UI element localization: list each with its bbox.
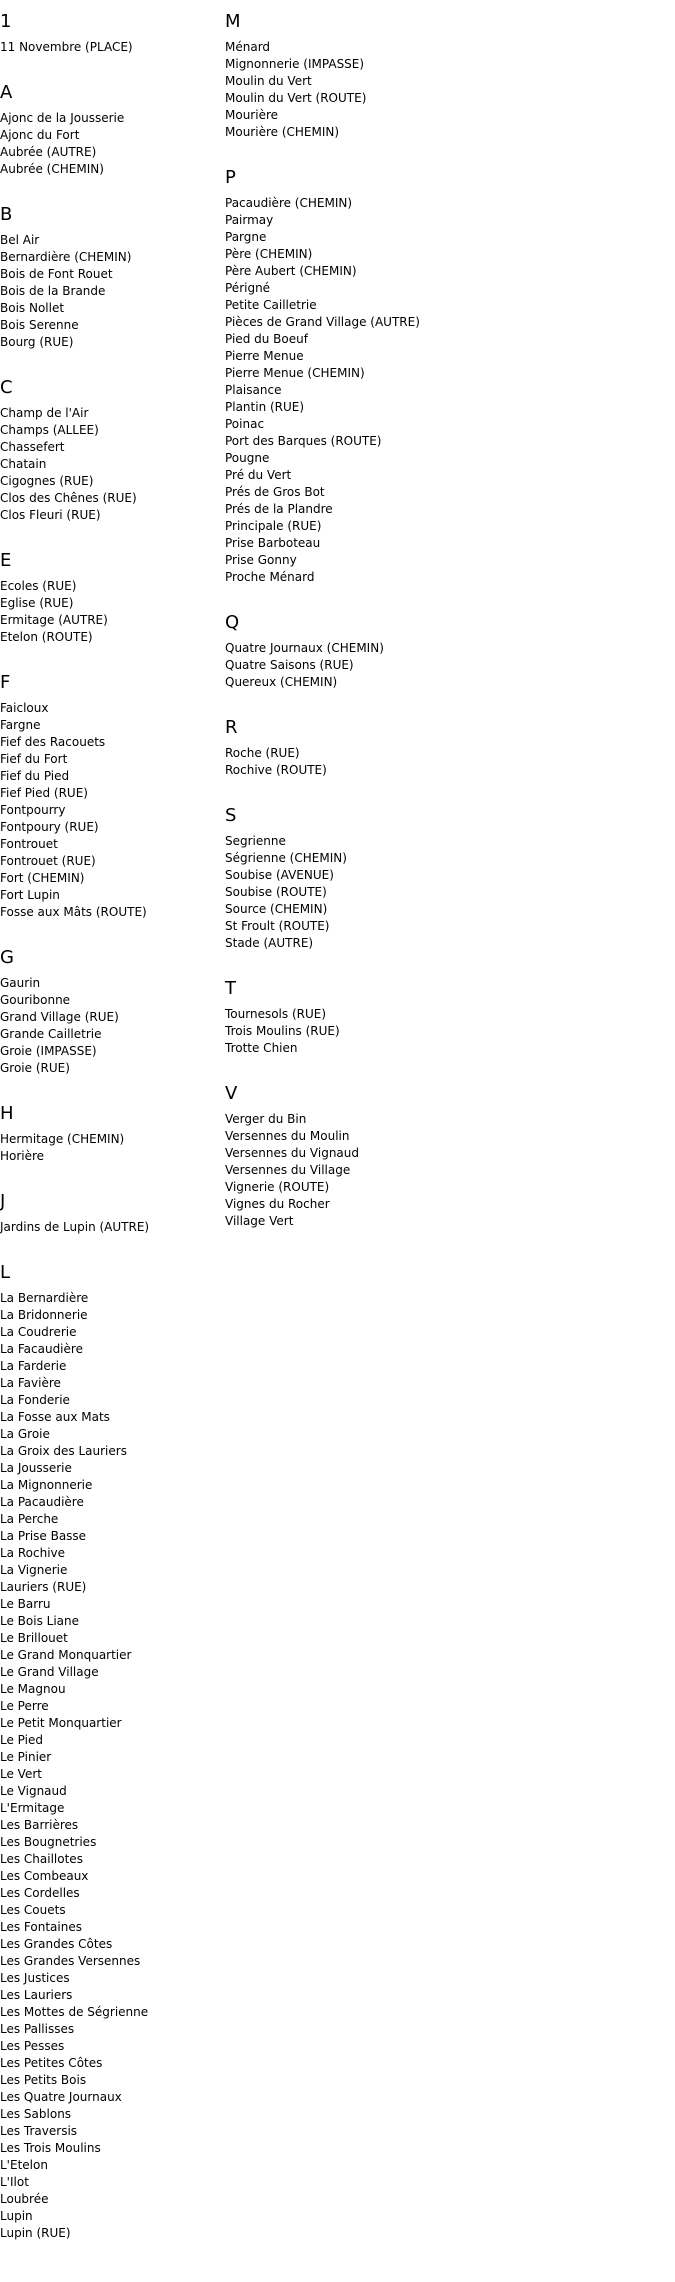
street-link[interactable]: Quatre Journaux (CHEMIN) [225,641,384,655]
letter-group-h [0,1092,220,1180]
street-link[interactable]: Stade (AUTRE) [225,936,314,950]
street-link[interactable]: La Perche [0,1512,59,1526]
street-link[interactable]: Les Cordelles [0,1886,80,1900]
street-link[interactable]: Moulin du Vert [225,74,312,88]
street-link[interactable]: Les Pesses [0,2039,65,2053]
street-link[interactable]: Le Vert [0,1767,42,1781]
street-link[interactable]: L'Ermitage [0,1801,65,1815]
street-link[interactable]: Fief du Pied [0,769,70,783]
letter-heading: M [225,11,241,32]
street-link[interactable]: Ségrienne (CHEMIN) [225,851,347,865]
street-link[interactable]: Fief des Racouets [0,735,106,749]
street-link[interactable]: Loubrée [0,2192,49,2206]
street-link[interactable]: Poinac [225,417,265,431]
street-link[interactable]: Prise Barboteau [225,536,321,550]
street-link[interactable]: La Pacaudière [0,1495,84,1509]
street-link[interactable]: Quereux (CHEMIN) [225,675,338,689]
street-link[interactable]: Les Trois Moulins [0,2141,101,2155]
street-link[interactable]: Ménard [225,40,271,54]
street-link[interactable]: Périgné [225,281,271,295]
street-link[interactable]: Fontpoury (RUE) [0,820,99,834]
street-link[interactable]: Groie (IMPASSE) [0,1044,97,1058]
street-link[interactable]: La Bernardière [0,1291,89,1305]
street-link[interactable]: Moulin du Vert (ROUTE) [225,91,367,105]
street-link[interactable]: Tournesols (RUE) [225,1007,327,1021]
street-link[interactable]: Pièces de Grand Village (AUTRE) [225,315,420,329]
street-link[interactable]: Fosse aux Mâts (ROUTE) [0,905,147,919]
street-link[interactable]: Prés de Gros Bot [225,485,325,499]
street-link[interactable]: Hermitage (CHEMIN) [0,1132,125,1146]
street-link[interactable]: Pairmay [225,213,274,227]
street-link[interactable]: Roche (RUE) [225,746,300,760]
street-link[interactable]: Chatain [0,457,47,471]
street-link[interactable]: Gouribonne [0,993,71,1007]
street-link[interactable]: Lupin (RUE) [0,2226,71,2240]
street-link[interactable]: Bois Serenne [0,318,79,332]
street-link[interactable]: Pied du Boeuf [225,332,308,346]
street-link[interactable]: Jardins de Lupin (AUTRE) [0,1220,150,1234]
street-link[interactable]: Les Sablons [0,2107,72,2121]
street-link[interactable]: Le Perre [0,1699,49,1713]
street-link[interactable]: Fontrouet [0,837,58,851]
street-index-column-left [0,0,220,2257]
street-link[interactable]: Les Petits Bois [0,2073,87,2087]
street-link[interactable]: L'Ilot [0,2175,29,2189]
letter-heading: B [0,204,13,225]
street-link[interactable]: Village Vert [225,1214,294,1228]
street-link[interactable]: Le Petit Monquartier [0,1716,122,1730]
street-link[interactable]: Le Vignaud [0,1784,67,1798]
street-link[interactable]: Segrienne [225,834,286,848]
street-link[interactable]: Soubise (ROUTE) [225,885,327,899]
street-link[interactable]: L'Etelon [0,2158,48,2172]
street-link[interactable]: Les Grandes Versennes [0,1954,141,1968]
street-link[interactable]: Pargne [225,230,267,244]
letter-heading: E [0,550,12,571]
street-list [0,405,220,539]
street-link[interactable]: Le Grand Village [0,1665,99,1679]
street-link[interactable]: Lupin [0,2209,33,2223]
letter-group-q [225,601,665,706]
street-list [0,700,220,936]
street-link[interactable]: Les Quatre Journaux [0,2090,122,2104]
street-link[interactable]: Bernardière (CHEMIN) [0,250,132,264]
letter-heading: 1 [0,11,12,32]
street-link[interactable]: Le Barru [0,1597,51,1611]
street-list [225,39,665,156]
street-link[interactable]: Les Combeaux [0,1869,89,1883]
street-link[interactable]: Les Traversis [0,2124,78,2138]
letter-group-v [225,1072,665,1245]
street-link[interactable]: Les Barrières [0,1818,79,1832]
letter-group-t [225,967,665,1072]
street-list [225,640,665,706]
street-link[interactable]: La Coudrerie [0,1325,77,1339]
letter-heading: C [0,377,13,398]
letter-heading: G [0,947,14,968]
street-link[interactable]: Clos Fleuri (RUE) [0,508,101,522]
street-link[interactable]: La Vignerie [0,1563,68,1577]
street-link[interactable]: La Rochive [0,1546,66,1560]
letter-group-p [225,156,665,601]
street-list [0,110,220,193]
letter-group-1 [0,0,220,71]
street-link[interactable]: Aubrée (CHEMIN) [0,162,104,176]
street-list [225,1006,665,1072]
letter-group-b [0,193,220,366]
street-list [0,975,220,1092]
letter-heading: H [0,1103,14,1124]
street-link[interactable]: La Facaudière [0,1342,83,1356]
letter-group-a [0,71,220,193]
letter-group-j [0,1180,220,1251]
letter-group-l [0,1251,220,2257]
letter-heading: R [225,717,238,738]
street-link[interactable]: Bois de la Brande [0,284,106,298]
street-link[interactable]: Vignes du Rocher [225,1197,330,1211]
letter-heading: S [225,805,237,826]
street-link[interactable]: Trois Moulins (RUE) [225,1024,340,1038]
street-list [0,1219,220,1251]
letter-heading: Q [225,612,240,633]
street-link[interactable]: Port des Barques (ROUTE) [225,434,382,448]
street-link[interactable]: Fief du Fort [0,752,68,766]
street-link[interactable]: Fief Pied (RUE) [0,786,88,800]
street-link[interactable]: La Mignonnerie [0,1478,93,1492]
street-link[interactable]: Fontrouet (RUE) [0,854,96,868]
letter-group-g [0,936,220,1092]
street-link[interactable]: Bel Air [0,233,40,247]
street-link[interactable]: Principale (RUE) [225,519,322,533]
street-link[interactable]: Champ de l'Air [0,406,89,420]
street-link[interactable]: Mourière (CHEMIN) [225,125,340,139]
letter-group-f [0,661,220,936]
street-link[interactable]: Proche Ménard [225,570,315,584]
letter-heading: F [0,672,11,693]
street-link[interactable]: Bourg (RUE) [0,335,74,349]
street-link[interactable]: Verger du Bin [225,1112,307,1126]
street-link[interactable]: Soubise (AVENUE) [225,868,334,882]
street-link[interactable]: Versennes du Village [225,1163,351,1177]
street-link[interactable]: 11 Novembre (PLACE) [0,40,133,54]
street-link[interactable]: Les Grandes Côtes [0,1937,113,1951]
street-link[interactable]: La Bridonnerie [0,1308,88,1322]
letter-heading: L [0,1262,11,1283]
street-link[interactable]: Clos des Chênes (RUE) [0,491,137,505]
street-link[interactable]: Le Brillouet [0,1631,68,1645]
street-link[interactable]: Plantin (RUE) [225,400,305,414]
street-link[interactable]: Cigognes (RUE) [0,474,94,488]
street-link[interactable]: La Groix des Lauriers [0,1444,127,1458]
street-link[interactable]: Père (CHEMIN) [225,247,313,261]
street-link[interactable]: Pierre Menue (CHEMIN) [225,366,365,380]
street-index-column-right [225,0,665,1245]
street-list [0,578,220,661]
street-link[interactable]: Plaisance [225,383,282,397]
street-link[interactable]: Le Magnou [0,1682,66,1696]
street-link[interactable]: Versennes du Vignaud [225,1146,360,1160]
street-link[interactable]: Champs (ALLEE) [0,423,99,437]
street-link[interactable]: Bois de Font Rouet [0,267,113,281]
street-link[interactable]: Le Pinier [0,1750,52,1764]
street-link[interactable]: Pierre Menue [225,349,304,363]
street-link[interactable]: La Fonderie [0,1393,70,1407]
letter-heading: A [0,82,13,103]
street-link[interactable]: Les Couets [0,1903,66,1917]
street-link[interactable]: Les Pallisses [0,2022,75,2036]
street-link[interactable]: Prise Gonny [225,553,297,567]
street-list [0,39,220,71]
street-link[interactable]: Les Mottes de Ségrienne [0,2005,149,2019]
street-link[interactable]: Fontpourry [0,803,66,817]
street-link[interactable]: Groie (RUE) [0,1061,70,1075]
street-link[interactable]: Fort Lupin [0,888,60,902]
street-link[interactable]: Fort (CHEMIN) [0,871,85,885]
letter-heading: P [225,167,236,188]
street-link[interactable]: Mignonnerie (IMPASSE) [225,57,365,71]
street-link[interactable]: Eglise (RUE) [0,596,74,610]
street-link[interactable]: Trotte Chien [225,1041,298,1055]
street-link[interactable]: Pacaudière (CHEMIN) [225,196,353,210]
street-link[interactable]: Versennes du Moulin [225,1129,350,1143]
street-link[interactable]: Les Petites Côtes [0,2056,103,2070]
street-link[interactable]: Vignerie (ROUTE) [225,1180,330,1194]
street-link[interactable]: Rochive (ROUTE) [225,763,327,777]
street-link[interactable]: Lauriers (RUE) [0,1580,87,1594]
street-link[interactable]: Gaurin [0,976,41,990]
street-link[interactable]: Faicloux [0,701,49,715]
letter-group-c [0,366,220,539]
street-link[interactable]: Pougne [225,451,270,465]
street-link[interactable]: Bois Nollet [0,301,65,315]
street-list [0,1290,220,2257]
street-list [225,195,665,601]
street-link[interactable]: La Groie [0,1427,50,1441]
street-link[interactable]: Le Grand Monquartier [0,1648,132,1662]
letter-heading: J [0,1191,6,1212]
street-link[interactable]: Chassefert [0,440,65,454]
letter-group-s [225,794,665,967]
street-link[interactable]: Les Chaillotes [0,1852,83,1866]
street-list [225,1111,665,1245]
letter-group-e [0,539,220,661]
street-link[interactable]: Les Justices [0,1971,70,1985]
letter-heading: T [225,978,236,999]
street-link[interactable]: La Jousserie [0,1461,72,1475]
street-link[interactable]: Etelon (ROUTE) [0,630,93,644]
street-list [0,232,220,366]
letter-group-r [225,706,665,794]
letter-heading: V [225,1083,238,1104]
street-link[interactable]: Les Fontaines [0,1920,82,1934]
street-list [0,1131,220,1180]
street-link[interactable]: La Fosse aux Mats [0,1410,110,1424]
street-link[interactable]: Les Lauriers [0,1988,73,2002]
street-link[interactable]: Le Bois Liane [0,1614,80,1628]
street-link[interactable]: Petite Cailletrie [225,298,317,312]
street-link[interactable]: Aubrée (AUTRE) [0,145,97,159]
street-link[interactable]: Grande Cailletrie [0,1027,102,1041]
street-list [225,745,665,794]
street-link[interactable]: La Prise Basse [0,1529,87,1543]
street-link[interactable]: Fargne [0,718,41,732]
street-link[interactable]: Source (CHEMIN) [225,902,328,916]
street-link[interactable]: Prés de la Plandre [225,502,333,516]
letter-group-m [225,0,665,156]
street-link[interactable]: Horière [0,1149,45,1163]
street-link[interactable]: Les Bougnetries [0,1835,97,1849]
street-link[interactable]: Grand Village (RUE) [0,1010,119,1024]
street-link[interactable]: Ecoles (RUE) [0,579,77,593]
street-link[interactable]: La Farderie [0,1359,67,1373]
street-link[interactable]: Ermitage (AUTRE) [0,613,108,627]
street-list [225,833,665,967]
street-link[interactable]: Père Aubert (CHEMIN) [225,264,357,278]
street-link[interactable]: Quatre Saisons (RUE) [225,658,354,672]
street-link[interactable]: Ajonc de la Jousserie [0,111,125,125]
street-link[interactable]: Ajonc du Fort [0,128,80,142]
street-link[interactable]: La Favière [0,1376,61,1390]
street-link[interactable]: St Froult (ROUTE) [225,919,330,933]
street-link[interactable]: Pré du Vert [225,468,292,482]
street-link[interactable]: Le Pied [0,1733,43,1747]
street-link[interactable]: Mourière [225,108,279,122]
